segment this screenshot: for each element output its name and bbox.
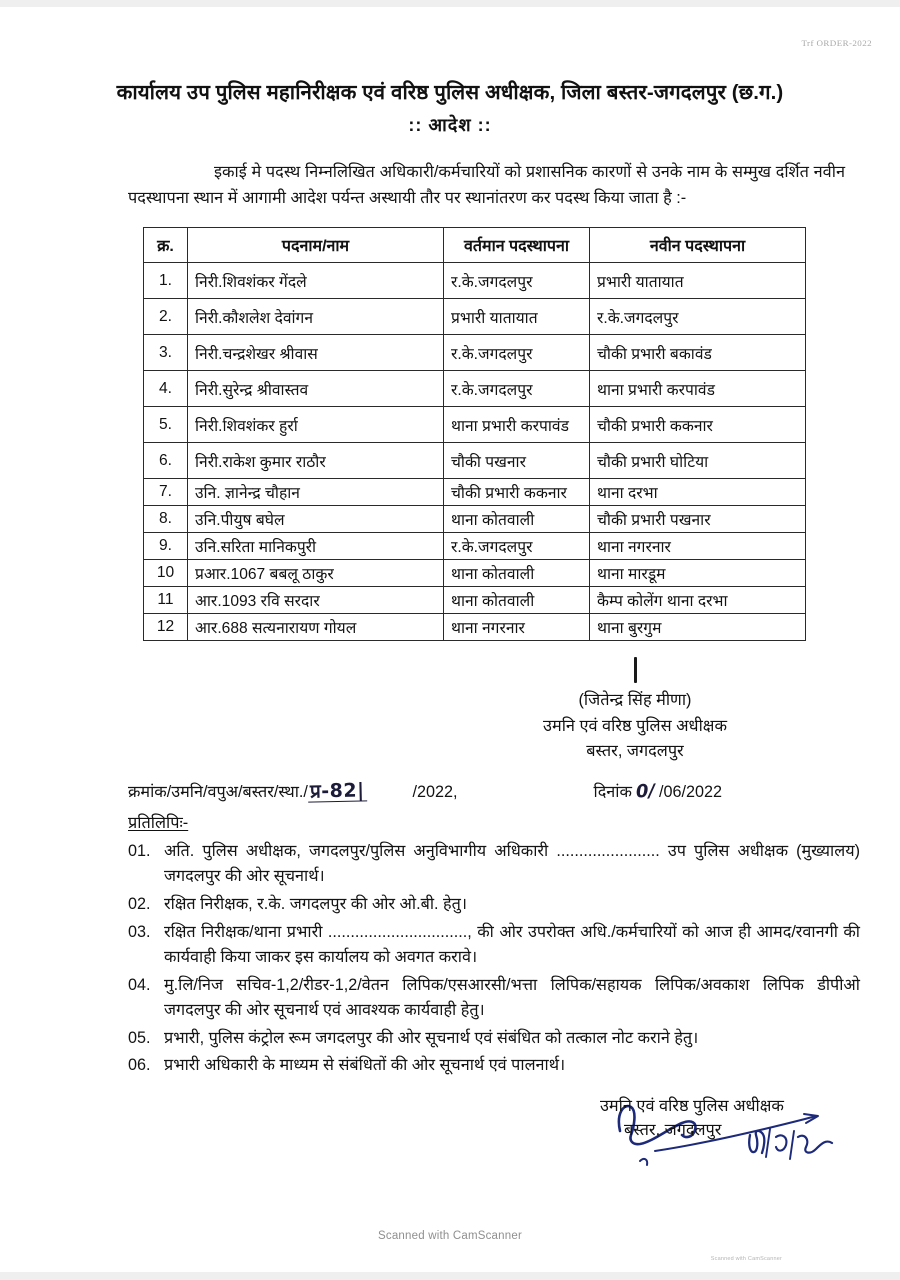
list-item-text: रक्षित निरीक्षक/थाना प्रभारी ..............................., की ओर उपरोक्त अधि./कर्मचारियों को आज ही आमद/रवानगी की कार्यवाही किया जाकर इस कार्यालय को अवगत करावे।	[164, 922, 860, 967]
page-title: कार्यालय उप पुलिस महानिरीक्षक एवं वरिष्ठ पुलिस अधीक्षक, जिला बस्तर-जगदलपुर (छ.ग.)	[116, 81, 784, 104]
list-item-text: प्रभारी, पुलिस कंट्रोल रूम जगदलपुर की ओर सूचनार्थ एवं संबंधित को तत्काल नोट कराने हेतु।	[164, 1028, 699, 1047]
page-bottom-edge	[0, 1272, 900, 1280]
reference-line	[0, 780, 900, 802]
cell-name: उनि.पीयुष बघेल	[188, 506, 444, 533]
table-row	[144, 587, 806, 614]
list-item-number: 04.	[128, 975, 151, 994]
list-item-number: 06.	[128, 1056, 151, 1075]
signatory-name: (जितेन्द्र सिंह मीणा)	[578, 691, 692, 710]
cell-name: निरी.शिवशंकर हुर्रा	[188, 407, 444, 443]
signature-block-bottom	[0, 1095, 900, 1142]
list-item-text: मु.लि/निज सचिव-1,2/रीडर-1,2/वेतन लिपिक/एसआरसी/भत्ता लिपिक/सहायक लिपिक/अवकाश लिपिक डीपीओ जगदलपुर की ओर सूचनार्थ एवं आवश्यक कार्यवाही हेतु।	[164, 975, 860, 1020]
cell-sno: 2.	[144, 299, 188, 335]
column-header-new: नवीन पदस्थापना	[590, 228, 806, 263]
list-item-number: 02.	[128, 894, 151, 913]
cell-sno: 7.	[144, 479, 188, 506]
table-row	[144, 335, 806, 371]
cell-current: थाना कोतवाली	[444, 587, 590, 614]
cell-new: चौकी प्रभारी बकावंड	[590, 335, 806, 371]
date-label: दिनांक	[593, 782, 632, 801]
pen-stroke-mark	[634, 657, 637, 683]
cell-new: थाना नगरनार	[590, 533, 806, 560]
document-subtitle: :: आदेश ::	[408, 114, 492, 135]
camscanner-watermark: Scanned with CamScanner	[378, 1230, 522, 1242]
cell-new: कैम्प कोलेंग थाना दरभा	[590, 587, 806, 614]
column-header-current: वर्तमान पदस्थापना	[444, 228, 590, 263]
date-line	[594, 780, 723, 802]
cell-sno: 11	[144, 587, 188, 614]
cell-new: चौकी प्रभारी घोटिया	[590, 443, 806, 479]
bottom-signatory-place: बस्तर, जगदलपुर	[624, 1120, 722, 1139]
bottom-signatory-designation: उमनि एवं वरिष्ठ पुलिस अधीक्षक	[600, 1097, 784, 1116]
cell-new: चौकी प्रभारी पखनार	[590, 506, 806, 533]
list-item	[128, 839, 860, 890]
table-row	[144, 407, 806, 443]
cell-sno: 9.	[144, 533, 188, 560]
cell-new: थाना बुरगुम	[590, 614, 806, 641]
cell-new: थाना मारडूम	[590, 560, 806, 587]
list-item	[128, 1053, 860, 1079]
intro-paragraph-text: इकाई मे पदस्थ निम्नलिखित अधिकारी/कर्मचारियों को प्रशासनिक कारणों से उनके नाम के सम्मुख दर्शित नवीन पदस्थापना स्थान में आगामी आदेश पर्यन्त अस्थायी तौर पर स्थानांतरण कर पदस्थ किया जाता है :-	[128, 162, 845, 208]
cell-current: थाना नगरनार	[444, 614, 590, 641]
cell-sno: 4.	[144, 371, 188, 407]
cell-name: निरी.सुरेन्द्र श्रीवास्तव	[188, 371, 444, 407]
cell-sno: 6.	[144, 443, 188, 479]
list-item-text: प्रभारी अधिकारी के माध्यम से संबंधितों की ओर सूचनार्थ एवं पालनार्थ।	[164, 1056, 566, 1075]
cell-current: चौकी पखनार	[444, 443, 590, 479]
list-item-number: 03.	[128, 922, 151, 941]
intro-paragraph	[0, 159, 900, 212]
table-row	[144, 560, 806, 587]
cell-current: थाना कोतवाली	[444, 506, 590, 533]
cell-new: थाना प्रभारी करपावंड	[590, 371, 806, 407]
cell-current: र.के.जगदलपुर	[444, 263, 590, 299]
cell-sno: 3.	[144, 335, 188, 371]
table-row	[144, 506, 806, 533]
cell-name: निरी.चन्द्रशेखर श्रीवास	[188, 335, 444, 371]
list-item	[128, 892, 860, 918]
date-suffix: /06/2022	[659, 782, 723, 801]
cell-sno: 10	[144, 560, 188, 587]
transfer-table	[143, 227, 806, 641]
reference-year: /2022,	[412, 782, 458, 801]
cell-current: र.के.जगदलपुर	[444, 335, 590, 371]
cell-new: थाना दरभा	[590, 479, 806, 506]
cell-current: थाना कोतवाली	[444, 560, 590, 587]
table-row	[144, 299, 806, 335]
list-item-number: 01.	[128, 841, 151, 860]
cell-new: प्रभारी यातायात	[590, 263, 806, 299]
table-header-row	[144, 228, 806, 263]
signature-block-top	[0, 657, 900, 763]
camscanner-watermark-small: Scanned with CamScanner	[710, 1256, 782, 1262]
cell-current: थाना प्रभारी करपावंड	[444, 407, 590, 443]
corner-stamp-text: Trf ORDER-2022	[801, 38, 872, 48]
list-item	[128, 973, 860, 1024]
list-item	[128, 1026, 860, 1052]
title-block	[0, 80, 900, 137]
signatory-place: बस्तर, जगदलपुर	[586, 742, 684, 761]
copy-to-label: प्रतिलिपिः-	[128, 813, 189, 832]
cell-name: प्रआर.1067 बबलू ठाकुर	[188, 560, 444, 587]
cell-new: र.के.जगदलपुर	[590, 299, 806, 335]
cell-new: चौकी प्रभारी ककनार	[590, 407, 806, 443]
cell-name: आर.1093 रवि सरदार	[188, 587, 444, 614]
table-row	[144, 533, 806, 560]
table-head	[144, 228, 806, 263]
cell-sno: 5.	[144, 407, 188, 443]
transfer-table-wrapper	[143, 227, 805, 641]
list-item-text: रक्षित निरीक्षक, र.के. जगदलपुर की ओर ओ.बी. हेतु।	[164, 894, 467, 913]
cell-sno: 1.	[144, 263, 188, 299]
cell-name: निरी.राकेश कुमार राठौर	[188, 443, 444, 479]
date-day-handwritten: 0/	[635, 780, 656, 803]
table-row	[144, 263, 806, 299]
table-body	[144, 263, 806, 641]
table-row	[144, 371, 806, 407]
distribution-list	[0, 839, 900, 1079]
cell-name: निरी.कौशलेश देवांगन	[188, 299, 444, 335]
cell-current: चौकी प्रभारी ककनार	[444, 479, 590, 506]
list-item-number: 05.	[128, 1028, 151, 1047]
table-row	[144, 443, 806, 479]
reference-prefix: क्रमांक/उमनि/वपुअ/बस्तर/स्था./	[128, 782, 308, 801]
cell-current: र.के.जगदलपुर	[444, 533, 590, 560]
cell-name: निरी.शिवशंकर गेंदले	[188, 263, 444, 299]
cell-sno: 12	[144, 614, 188, 641]
reference-number-handwritten: प्र-82|	[309, 779, 365, 803]
column-header-name: पदनाम/नाम	[188, 228, 444, 263]
table-row	[144, 614, 806, 641]
list-item	[128, 920, 860, 971]
table-row	[144, 479, 806, 506]
cell-name: आर.688 सत्यनारायण गोयल	[188, 614, 444, 641]
column-header-sno: क्र.	[144, 228, 188, 263]
cell-current: प्रभारी यातायात	[444, 299, 590, 335]
cell-name: उनि.सरिता मानिकपुरी	[188, 533, 444, 560]
cell-current: र.के.जगदलपुर	[444, 371, 590, 407]
list-item-text: अति. पुलिस अधीक्षक, जगदलपुर/पुलिस अनुविभागीय अधिकारी ....................... उप पुलिस अधीक्षक (मुख्यालय) जगदलपुर की ओर सूचनार्थ।	[164, 841, 860, 886]
cell-name: उनि. ज्ञानेन्द्र चौहान	[188, 479, 444, 506]
cell-sno: 8.	[144, 506, 188, 533]
signatory-designation: उमनि एवं वरिष्ठ पुलिस अधीक्षक	[543, 716, 727, 735]
